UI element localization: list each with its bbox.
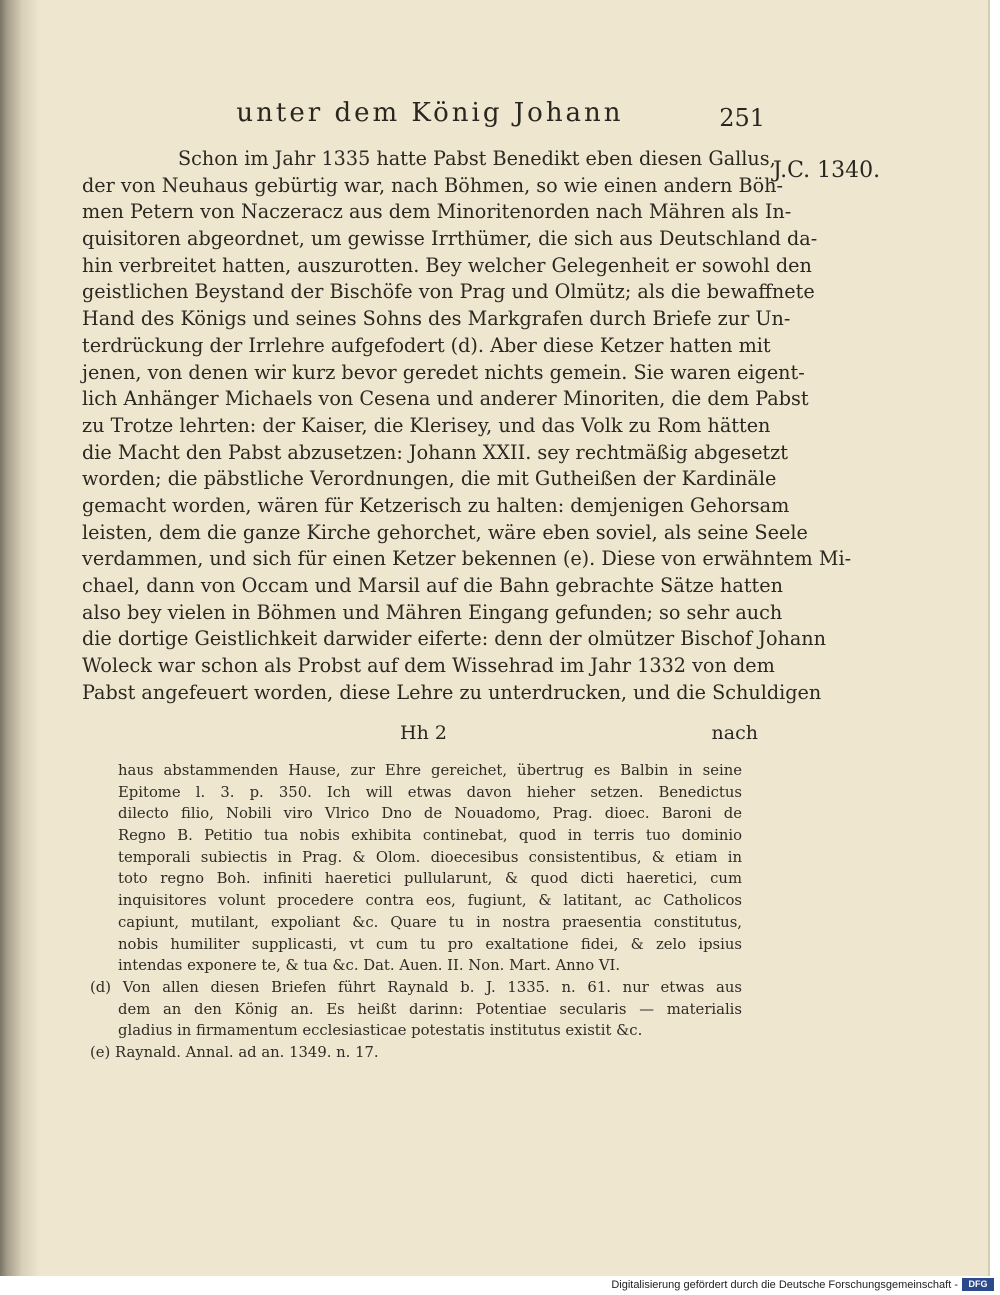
body-line: geistlichen Beystand der Bischöfe von Prag und Olmütz; als die bewaffnete [82,280,815,304]
body-line: leisten, dem die ganze Kirche gehorchet, wäre eben soviel, als seine Seele [82,520,808,544]
body-line: die dortige Geistlichkeit darwider eiferte: denn der olmützer Bischof Johann [82,627,827,651]
footnote-line: Regno B. Petitio tua nobis exhibita continebat, quod in terris tuo dominio [118,827,742,845]
body-line: zu Trotze lehrten: der Kaiser, die Klerisey, und das Volk zu Rom hätten [82,413,771,437]
body-line: quisitoren abgeordnet, um gewisse Irrthümer, die sich aus Deutschland da- [82,227,818,251]
body-line: worden; die päbstliche Verordnungen, die mit Gutheißen der Kardinäle [82,467,777,491]
footnote-line: dem an den König an. Es heißt darinn: Potentiae secularis — materialis [118,1000,742,1018]
body-line: jenen, von denen wir kurz bevor geredet nichts gemein. Sie waren eigent- [82,360,805,384]
footnote-line: dilecto filio, Nobili viro Vlrico Dno de Nouadomo, Prag. dioec. Baroni de [118,805,742,823]
body-line: verdammen, und sich für einen Ketzer bekennen (e). Diese von erwähntem Mi- [82,547,852,571]
footnote-line: gladius in firmamentum ecclesiasticae potestatis institutus existit &c. [118,1022,643,1040]
dfg-logo-icon: DFG [962,1278,994,1291]
funding-credit: Digitalisierung gefördert durch die Deutsche Forschungsgemeinschaft - [611,1279,958,1291]
footnote-e: (e) Raynald. Annal. ad an. 1349. n. 17. [90,1043,379,1061]
binding-shadow [0,0,40,1276]
footnote-line: capiunt, mutilant, expoliant &c. Quare tu in nostra praesentia constitutus, [118,913,742,931]
body-line: der von Neuhaus gebürtig war, nach Böhmen, so wie einen andern Böh- [82,173,784,197]
body-line: lich Anhänger Michaels von Cesena und anderer Minoriten, die dem Pabst [82,387,809,411]
signature-line [82,722,758,750]
footnotes [90,760,742,1064]
body-line: gemacht worden, wären für Ketzerisch zu halten: demjenigen Gehorsam [82,493,790,517]
footnote-line: nobis humiliter supplicasti, vt cum tu pro exaltatione fidei, & zelo ipsius [118,935,742,953]
body-line: Hand des Königs und seines Sohns des Markgrafen durch Briefe zur Un- [82,307,791,331]
running-header: unter dem König Johann [236,98,624,128]
catchword: nach [711,722,758,744]
footnote-line: toto regno Boh. infiniti haeretici pullularunt, & quod dicti haeretici, cum [118,870,742,888]
body-line: men Petern von Naczeracz aus dem Minoritenorden nach Mähren als In- [82,200,792,224]
body-line: Woleck war schon als Probst auf dem Wissehrad im Jahr 1332 von dem [82,654,775,678]
body-line: Pabst angefeuert worden, diese Lehre zu unterdrucken, und die Schuldigen [82,680,822,704]
body-line: Schon im Jahr 1335 hatte Pabst Benedikt eben diesen Gallus, [178,147,776,170]
body-line: also bey vielen in Böhmen und Mähren Eingang gefunden; so sehr auch [82,600,783,624]
page-number: 251 [719,104,765,132]
body-line: hin verbreitet hatten, auszurotten. Bey welcher Gelegenheit er sowohl den [82,253,812,277]
margin-note: J.C. 1340. [773,158,881,183]
signature-mark: Hh 2 [400,722,447,744]
footnote-line: intendas exponere te, & tua &c. Dat. Auen. II. Non. Mart. Anno VI. [118,957,621,975]
footnote-line: temporali subiectis in Prag. & Olom. dioecesibus consistentibus, & etiam in [118,848,742,866]
body-line: chael, dann von Occam und Marsil auf die Bahn gebrachte Sätze hatten [82,574,783,597]
footnote-line: inquisitores volunt procedere contra eos, fugiunt, & latitant, ac Catholicos [118,892,742,910]
footnote-line: haus abstammenden Hause, zur Ehre gereichet, übertrug es Balbin in seine [118,762,742,779]
footnote-d: (d) Von allen diesen Briefen führt Raynald b. J. 1335. n. 61. nur etwas aus [90,978,742,996]
body-line: terdrückung der Irrlehre aufgefodert (d). Aber diese Ketzer hatten mit [82,333,771,357]
body-line: die Macht den Pabst abzusetzen: Johann XXII. sey rechtmäßig abgesetzt [82,440,788,464]
footnote-line: Epitome l. 3. p. 350. Ich will etwas davon hieher setzen. Benedictus [118,783,742,801]
